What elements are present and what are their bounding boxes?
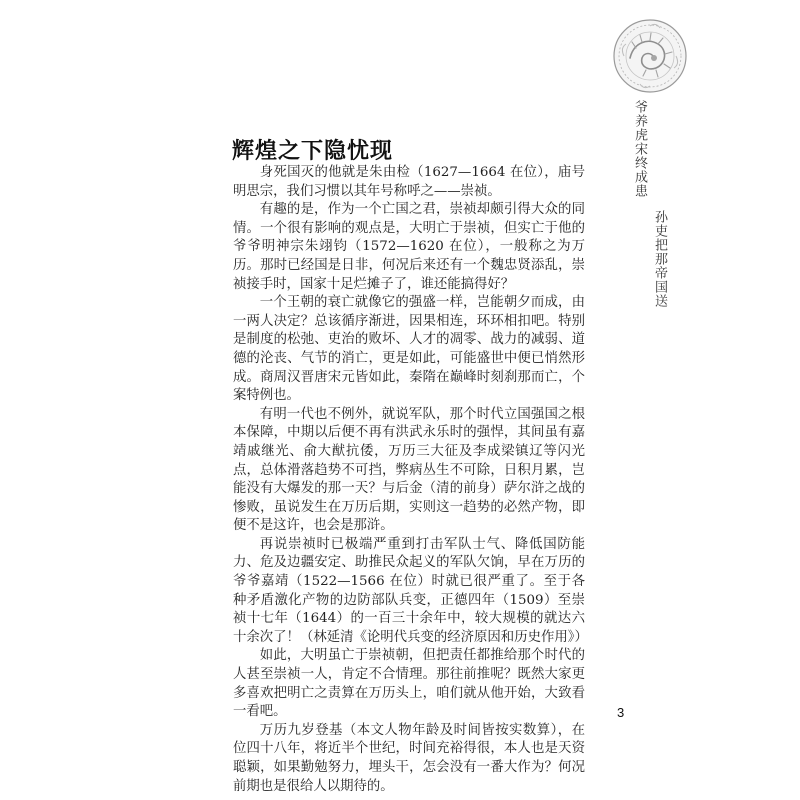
body-text <box>233 164 588 796</box>
running-head-chapter-title: 孙吏把那帝国送 <box>652 210 667 308</box>
paragraph: 一个王朝的衰亡就像它的强盛一样，岂能朝夕而成，由一两人决定？总该循序渐进，因果相连，环环相扣吧。特别是制度的松弛、吏治的败坏、人才的凋零、战力的减弱、道德的沦丧、气节的消亡，更是如此，可能盛世中便已悄然形成。商周汉晋唐宋元皆如此，秦隋在巅峰时刻刹那而亡，个案特例也。 <box>233 295 585 404</box>
paragraph: 再说崇祯时已极端严重到打击军队士气、降低国防能力、危及边疆安定、助推民众起义的军队欠饷，早在万历的爷爷嘉靖（1522—1566 在位）时就已很严重了。至于各种矛盾激化产物的边防部队兵变，正德四年（1509）至崇祯十七年（1644）的一百三十余年中，较大规模的就达六十余次了！（林延清《论明代兵变的经济原因和历史作用》） <box>233 536 588 645</box>
paragraph: 身死国灭的他就是朱由检（1627—1664 在位），庙号明思宗，我们习惯以其年号称呼之——崇祯。 <box>233 165 585 199</box>
dragon-emblem-icon <box>612 18 688 94</box>
paragraph: 有趣的是，作为一个亡国之君，崇祯却颇引得大众的同情。一个很有影响的观点是，大明亡于崇祯，但实亡于他的爷爷明神宗朱翊钧（1572—1620 在位），一般称之为万历。那时已经国是日非，何况后来还有一个魏忠贤添乱，崇祯接手时，国家十足烂摊子了，谁还能搞得好？ <box>233 202 585 292</box>
section-title: 辉煌之下隐忧现 <box>232 138 394 164</box>
paragraph: 如此，大明虽亡于崇祯朝，但把责任都推给那个时代的人甚至崇祯一人，肯定不合情理。那往前推呢？既然大家更多喜欢把明亡之责算在万历头上，咱们就从他开始，大致看一看吧。 <box>233 648 585 720</box>
page-number: 3 <box>617 705 625 720</box>
paragraph: 万历九岁登基（本文人物年龄及时间皆按实数算），在位四十八年，将近半个世纪，时间充裕得很，本人也是天资聪颖，如果勤勉努力，埋头干，怎会没有一番大作为？何况前期也是很给人以期待的。 <box>233 722 585 794</box>
running-head-book-title: 爷养虎宋终成患 <box>632 100 647 198</box>
paragraph: 有明一代也不例外，就说军队，那个时代立国强国之根本保障，中期以后便不再有洪武永乐时的强悍，其间虽有嘉靖戚继光、俞大猷抗倭，万历三大征及李成梁镇辽等闪光点，总体滑落趋势不可挡，弊病丛生不可除，日积月累，岂能没有大爆发的那一天？与后金（清的前身）萨尔浒之战的惨败，虽说发生在万历后期，实则这一趋势的必然产物，即便不是这许，也会是那浒。 <box>233 406 585 534</box>
